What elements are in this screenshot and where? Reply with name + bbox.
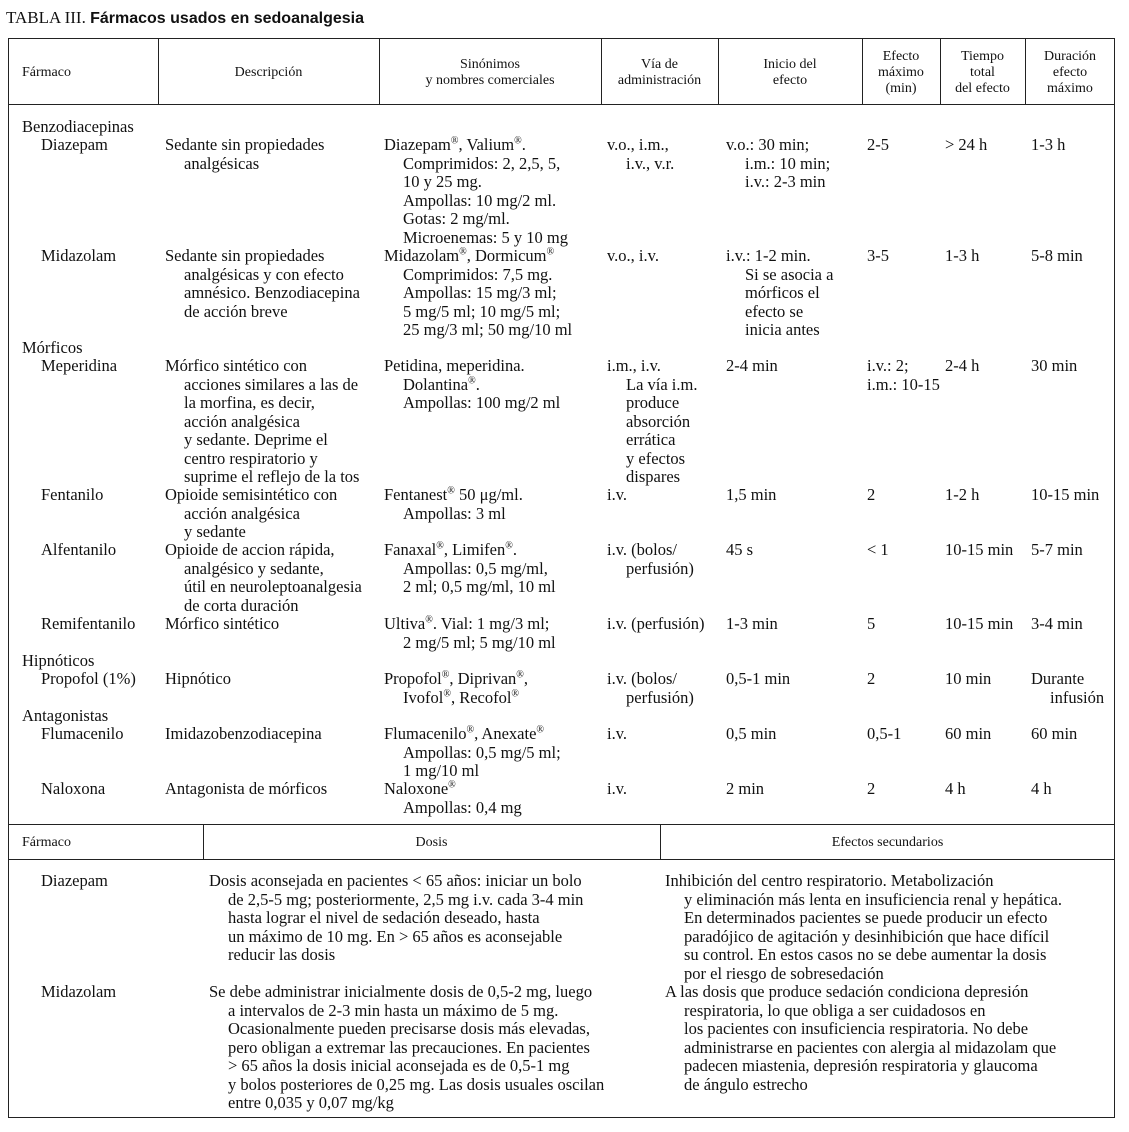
drug-onset-line: inicia antes (745, 320, 820, 339)
drug-peak (867, 725, 901, 744)
drug-description-line: Mórfico sintético con (165, 356, 308, 375)
group-heading: Hipnóticos (22, 651, 95, 670)
drug-description-line: Mórfico sintético (165, 614, 280, 633)
drug-total-time-line: > 24 h (945, 135, 988, 154)
drug-name-line: Midazolam (41, 246, 117, 265)
drug-name-line: Remifentanilo (41, 614, 136, 633)
drug-onset-line: 0,5-1 min (726, 669, 791, 688)
drug-onset-line: 1,5 min (726, 485, 777, 504)
drug-description-line: Antagonista de mórficos (165, 779, 328, 798)
drug-onset-line: i.v.: 2-3 min (745, 172, 826, 191)
drug-onset (726, 780, 764, 799)
drug-total-time-line: 10-15 min (945, 614, 1014, 633)
drug-synonyms-line: 2 mg/5 ml; 5 mg/10 ml (403, 632, 556, 652)
drug-total-time (945, 780, 966, 799)
drug-synonyms-line: 1 mg/10 ml (403, 761, 480, 780)
side-effects-text-line: los pacientes con insuficiencia respiratoria. No debe (684, 1019, 1029, 1038)
drug-description-line: analgésico y sedante, (184, 558, 324, 578)
header-tiempo-total: Tiempo total del efecto (955, 49, 1010, 96)
drug-onset-line: v.o.: 30 min; (726, 135, 810, 154)
side-effects-text-line: su control. En estos casos no se debe aumentar la dosis (684, 945, 1047, 964)
drug-onset-line: 0,5 min (726, 724, 777, 743)
drug-synonyms-line: Comprimidos: 2, 2,5, 5, (403, 153, 561, 173)
drug-name-line: Propofol (1%) (41, 669, 136, 688)
dose-text-line: Ocasionalmente pueden precisarse dosis más elevadas, (228, 1019, 590, 1038)
drug-route (607, 486, 627, 505)
drug-total-time-line: 2-4 h (945, 356, 980, 375)
dose-drug-name (41, 872, 108, 891)
drug-synonyms-line: Microenemas: 5 y 10 mg (403, 227, 568, 247)
header-sinonimos: Sinónimos y nombres comerciales (425, 57, 555, 88)
drug-synonyms-line: Diazepam®, Valium®. (384, 135, 526, 154)
drug-description-line: la morfina, es decir, (184, 393, 315, 412)
drug-route (607, 780, 627, 799)
header2-farmaco: Fármaco (22, 835, 71, 850)
drug-synonyms-line: Ampollas: 0,5 mg/ml, (403, 558, 548, 578)
dose-text-line: de 2,5-5 mg; posteriormente, 2,5 mg i.v. cada 3-4 min (228, 889, 584, 909)
drug-description-line: Sedante sin propiedades (165, 135, 325, 154)
table-title-text: Fármacos usados en sedoanalgesia (90, 10, 364, 27)
drug-onset (726, 615, 778, 634)
dose-text-line: un máximo de 10 mg. En > 65 años es aconsejable (228, 926, 563, 946)
drug-total-time (945, 247, 979, 266)
drug-synonyms-line: Ultiva®. Vial: 1 mg/3 ml; (384, 614, 550, 633)
drug-onset (726, 247, 833, 340)
drug-peak-duration-line: 3-4 min (1031, 614, 1083, 633)
drug-synonyms-line: Fentanest® 50 μg/ml. (384, 485, 523, 504)
drug-peak-duration (1031, 541, 1083, 560)
drug-onset-line: mórficos el (745, 283, 820, 302)
drug-description-line: de corta duración (184, 595, 299, 615)
drug-synonyms-line: Comprimidos: 7,5 mg. (403, 264, 553, 284)
drug-onset (726, 357, 778, 376)
drug-synonyms (384, 541, 556, 597)
drug-route-line: perfusión) (626, 558, 694, 578)
drug-name-line: Diazepam (41, 135, 108, 154)
dose-text-line: y bolos posteriores de 0,25 mg. Las dosis usuales oscilan (228, 1074, 605, 1094)
drug-synonyms (384, 357, 560, 413)
drug-onset (726, 670, 790, 689)
side-effects-text (665, 872, 1062, 983)
drug-peak-line: 5 (867, 614, 876, 633)
drug-description-line: de acción breve (184, 301, 288, 321)
drug-route-line: v.o., i.v. (607, 246, 659, 265)
drug-route-line: i.v. (bolos/ (607, 669, 677, 688)
drug-synonyms-line: Ampollas: 10 mg/2 ml. (403, 190, 557, 210)
drug-description-line: Hipnótico (165, 669, 231, 688)
drug-total-time-line: 1-2 h (945, 485, 980, 504)
drug-route-line: absorción (626, 411, 691, 431)
drug-peak-duration (1031, 486, 1099, 505)
drug-description (165, 136, 324, 173)
drug-synonyms-line: Flumacenilo®, Anexate® (384, 724, 545, 743)
dose-text-line: a intervalos de 2-3 min hasta un máximo de 5 mg. (228, 1000, 559, 1020)
drug-description (165, 541, 362, 615)
drug-total-time-line: 10-15 min (945, 540, 1014, 559)
drug-onset (726, 541, 753, 560)
header-descripcion: Descripción (234, 65, 303, 80)
header2-efectos: Efectos secundarios (831, 835, 944, 850)
drug-description (165, 615, 279, 634)
drug-description (165, 725, 322, 744)
drug-peak-duration (1031, 670, 1104, 707)
drug-route-line: i.m., i.v. (607, 356, 661, 375)
drug-synonyms (384, 247, 572, 340)
drug-name-line: Flumacenilo (41, 724, 124, 743)
drug-peak-duration-line: 4 h (1031, 779, 1052, 798)
header-farmaco: Fármaco (22, 65, 71, 80)
drug-total-time-line: 1-3 h (945, 246, 980, 265)
drug-synonyms-line: Propofol®, Diprivan®, (384, 669, 528, 688)
header-efecto-maximo: Efecto máximo (min) (878, 49, 924, 96)
drug-synonyms (384, 670, 528, 707)
drug-onset-line: i.v.: 1-2 min. (726, 246, 811, 265)
drug-name (41, 615, 135, 634)
drug-description (165, 780, 327, 799)
side-effects-text-line: paradójico de agitación y desinhibición que hace difícil (684, 926, 1050, 946)
drug-route-line: y efectos (626, 448, 686, 468)
drug-route (607, 541, 694, 578)
drug-total-time-line: 4 h (945, 779, 966, 798)
drug-peak-line: 2 (867, 485, 876, 504)
drug-description-line: Opioide semisintético con (165, 485, 338, 504)
drug-route (607, 615, 704, 634)
drug-description-line: y sedante (184, 522, 246, 541)
drug-peak-line: 2 (867, 779, 876, 798)
drug-description-line: acciones similares a las de (184, 374, 359, 394)
dose-text-line: reducir las dosis (228, 945, 336, 964)
drug-description-line: amnésico. Benzodiacepina (184, 283, 360, 302)
drug-peak-duration-line: 10-15 min (1031, 485, 1100, 504)
drug-total-time (945, 670, 991, 689)
drug-synonyms-line: 2 ml; 0,5 mg/ml, 10 ml (403, 577, 556, 596)
side-effects-text (665, 983, 1056, 1094)
drug-name (41, 486, 103, 505)
drug-description (165, 357, 359, 487)
drug-total-time (945, 615, 1013, 634)
drug-synonyms-line: Ampollas: 15 mg/3 ml; (403, 283, 557, 302)
drug-onset-line: i.m.: 10 min; (745, 153, 831, 173)
table-title-prefix: TABLA III. (6, 8, 86, 27)
drug-route-line: errática (626, 430, 676, 449)
dose-text (209, 983, 604, 1113)
drug-total-time (945, 357, 979, 376)
dose-text-line: Dosis aconsejada en pacientes < 65 años: iniciar un bolo (209, 871, 582, 890)
drug-peak-duration (1031, 725, 1077, 744)
drug-route (607, 357, 697, 487)
drug-route-line: i.v., v.r. (626, 153, 675, 173)
drug-total-time-line: 60 min (945, 724, 992, 743)
drug-synonyms-line: Ampollas: 0,5 mg/5 ml; (403, 742, 561, 762)
drug-peak-line: i.v.: 2; (867, 356, 909, 375)
drug-synonyms (384, 615, 556, 652)
drug-name (41, 670, 136, 689)
drug-description-line: Sedante sin propiedades (165, 246, 325, 265)
header2-dosis: Dosis (415, 835, 448, 850)
header2-rule (8, 859, 1115, 860)
drug-synonyms (384, 486, 523, 523)
drug-peak-line: 2-5 (867, 135, 889, 154)
drug-total-time (945, 541, 1013, 560)
group-heading: Benzodiacepinas (22, 117, 134, 136)
drug-peak-line: < 1 (867, 540, 889, 559)
group-heading: Mórficos (22, 338, 83, 357)
section-rule (8, 824, 1115, 825)
header-via: Vía de administración (617, 57, 702, 88)
drug-description-line: útil en neuroleptoanalgesia (184, 577, 362, 596)
drug-onset-line: Si se asocia a (745, 264, 834, 284)
drug-onset-line: 2-4 min (726, 356, 778, 375)
drug-onset-line: 2 min (726, 779, 765, 798)
drug-peak (867, 357, 940, 394)
drug-peak-duration-line: 30 min (1031, 356, 1078, 375)
drug-route-line: i.v. (607, 485, 628, 504)
drug-name-line: Alfentanilo (41, 540, 117, 559)
drug-peak-duration (1031, 780, 1052, 799)
drug-route-line: i.v. (bolos/ (607, 540, 677, 559)
drug-peak (867, 615, 875, 634)
side-effects-text-line: y eliminación más lenta en insuficiencia renal y hepática. (684, 889, 1062, 909)
drug-description (165, 486, 337, 542)
drug-route-line: v.o., i.m., (607, 135, 669, 154)
drug-synonyms-line: Dolantina®. (403, 374, 480, 394)
drug-peak (867, 486, 875, 505)
drug-name-line: Meperidina (41, 356, 118, 375)
drug-name (41, 541, 116, 560)
dose-text-line: hasta lograr el nivel de sedación deseado, hasta (228, 908, 540, 927)
drug-name (41, 136, 108, 155)
drug-synonyms-line: Ampollas: 0,4 mg (403, 797, 522, 817)
drug-onset (726, 725, 776, 744)
drug-name-line: Naloxona (41, 779, 106, 798)
drug-peak (867, 247, 889, 266)
side-effects-text-line: En determinados pacientes se puede producir un efecto (684, 908, 1048, 927)
drug-name (41, 780, 105, 799)
dose-text (209, 872, 583, 965)
drug-peak (867, 541, 889, 560)
drug-peak (867, 670, 875, 689)
drug-synonyms-line: Petidina, meperidina. (384, 356, 525, 375)
drug-peak-line: 0,5-1 (867, 724, 902, 743)
drug-route (607, 670, 694, 707)
group-heading: Antagonistas (22, 706, 109, 725)
drug-description-line: Opioide de accion rápida, (165, 540, 335, 559)
table-title (6, 8, 364, 28)
dose-text-line: pero obligan a extremar las precauciones. En pacientes (228, 1037, 590, 1057)
drug-route-line: La vía i.m. (626, 374, 698, 394)
drug-synonyms-line: Naloxone® (384, 779, 456, 798)
drug-route-line: i.v. (607, 724, 628, 743)
drug-peak-duration-line: infusión (1050, 687, 1105, 707)
drug-synonyms-line: Midazolam®, Dormicum® (384, 246, 555, 265)
side-effects-text-line: por el riesgo de sobresedación (684, 963, 884, 983)
drug-peak-line: 2 (867, 669, 876, 688)
drug-route-line: i.v. (607, 779, 628, 798)
drug-route-line: i.v. (perfusión) (607, 614, 705, 633)
drug-peak-duration-line: 5-8 min (1031, 246, 1083, 265)
drug-onset-line: efecto se (745, 301, 804, 321)
dose-text-line: > 65 años la dosis inicial aconsejada es de 0,5-1 mg (228, 1056, 570, 1075)
drug-description-line: Imidazobenzodiacepina (165, 724, 322, 743)
side-effects-text-line: de ángulo estrecho (684, 1074, 808, 1094)
drug-peak-line: i.m.: 10-15 (867, 374, 940, 394)
drug-peak (867, 780, 875, 799)
drug-peak-duration-line: 60 min (1031, 724, 1078, 743)
drug-synonyms (384, 780, 522, 817)
drug-synonyms-line: Ivofol®, Recofol® (403, 687, 520, 707)
drug-peak-duration (1031, 247, 1083, 266)
drug-synonyms-line: Gotas: 2 mg/ml. (403, 209, 510, 228)
drug-peak-duration (1031, 136, 1065, 155)
drug-onset-line: 1-3 min (726, 614, 778, 633)
drug-peak (867, 136, 889, 155)
dose-drug-name-line: Diazepam (41, 871, 108, 890)
drug-synonyms-line: 25 mg/3 ml; 50 mg/10 ml (403, 320, 573, 339)
drug-route-line: dispares (626, 467, 681, 486)
drug-total-time (945, 486, 979, 505)
header1-rule (8, 104, 1115, 105)
drug-description (165, 670, 231, 689)
drug-synonyms (384, 136, 568, 247)
drug-peak-duration-line: 5-7 min (1031, 540, 1083, 559)
side-effects-text-line: Inhibición del centro respiratorio. Metabolización (665, 871, 994, 890)
drug-synonyms-line: 10 y 25 mg. (403, 172, 482, 191)
drug-name (41, 725, 123, 744)
drug-description-line: acción analgésica (184, 411, 300, 431)
drug-peak-duration (1031, 615, 1083, 634)
drug-peak-duration (1031, 357, 1077, 376)
drug-onset-line: 45 s (726, 540, 754, 559)
side-effects-text-line: padecen miastenia, depresión respiratoria y glaucoma (684, 1056, 1038, 1075)
drug-route (607, 247, 659, 266)
drug-name-line: Fentanilo (41, 485, 104, 504)
side-effects-text-line: administrarse en pacientes con alergia al midazolam que (684, 1037, 1057, 1057)
drug-route (607, 725, 627, 744)
drug-route (607, 136, 674, 173)
drug-synonyms-line: Fanaxal®, Limifen®. (384, 540, 517, 559)
drug-onset (726, 136, 830, 192)
side-effects-text-line: respiratoria, lo que obliga a ser cuidadosos en (684, 1000, 986, 1020)
dose-drug-name-line: Midazolam (41, 982, 117, 1001)
drug-description-line: centro respiratorio y (184, 448, 318, 468)
drug-description-line: acción analgésica (184, 503, 300, 523)
drug-peak-duration-line: 1-3 h (1031, 135, 1066, 154)
drug-name (41, 247, 116, 266)
drug-description-line: y sedante. Deprime el (184, 430, 328, 449)
dose-drug-name (41, 983, 116, 1002)
drug-synonyms-line: 5 mg/5 ml; 10 mg/5 ml; (403, 301, 561, 321)
drug-route-line: perfusión) (626, 687, 694, 707)
drug-total-time-line: 10 min (945, 669, 992, 688)
drug-peak-duration-line: Durante (1031, 669, 1085, 688)
drug-description-line: suprime el reflejo de la tos (184, 467, 360, 486)
dose-text-line: entre 0,035 y 0,07 mg/kg (228, 1093, 394, 1112)
drug-route-line: produce (626, 393, 680, 412)
drug-total-time (945, 725, 991, 744)
drug-peak-line: 3-5 (867, 246, 889, 265)
drug-name (41, 357, 117, 376)
drug-synonyms-line: Ampollas: 100 mg/2 ml (403, 393, 561, 412)
drug-description-line: analgésicas y con efecto (184, 264, 344, 284)
drug-total-time (945, 136, 987, 155)
header-duracion: Duración efecto máximo (1043, 49, 1097, 96)
drug-description (165, 247, 360, 321)
dose-text-line: Se debe administrar inicialmente dosis de 0,5-2 mg, luego (209, 982, 593, 1001)
header-inicio: Inicio del efecto (763, 57, 817, 88)
drug-synonyms (384, 725, 561, 781)
side-effects-text-line: A las dosis que produce sedación condiciona depresión (665, 982, 1029, 1001)
drug-description-line: analgésicas (184, 153, 260, 173)
drug-synonyms-line: Ampollas: 3 ml (403, 503, 506, 523)
drug-onset (726, 486, 776, 505)
